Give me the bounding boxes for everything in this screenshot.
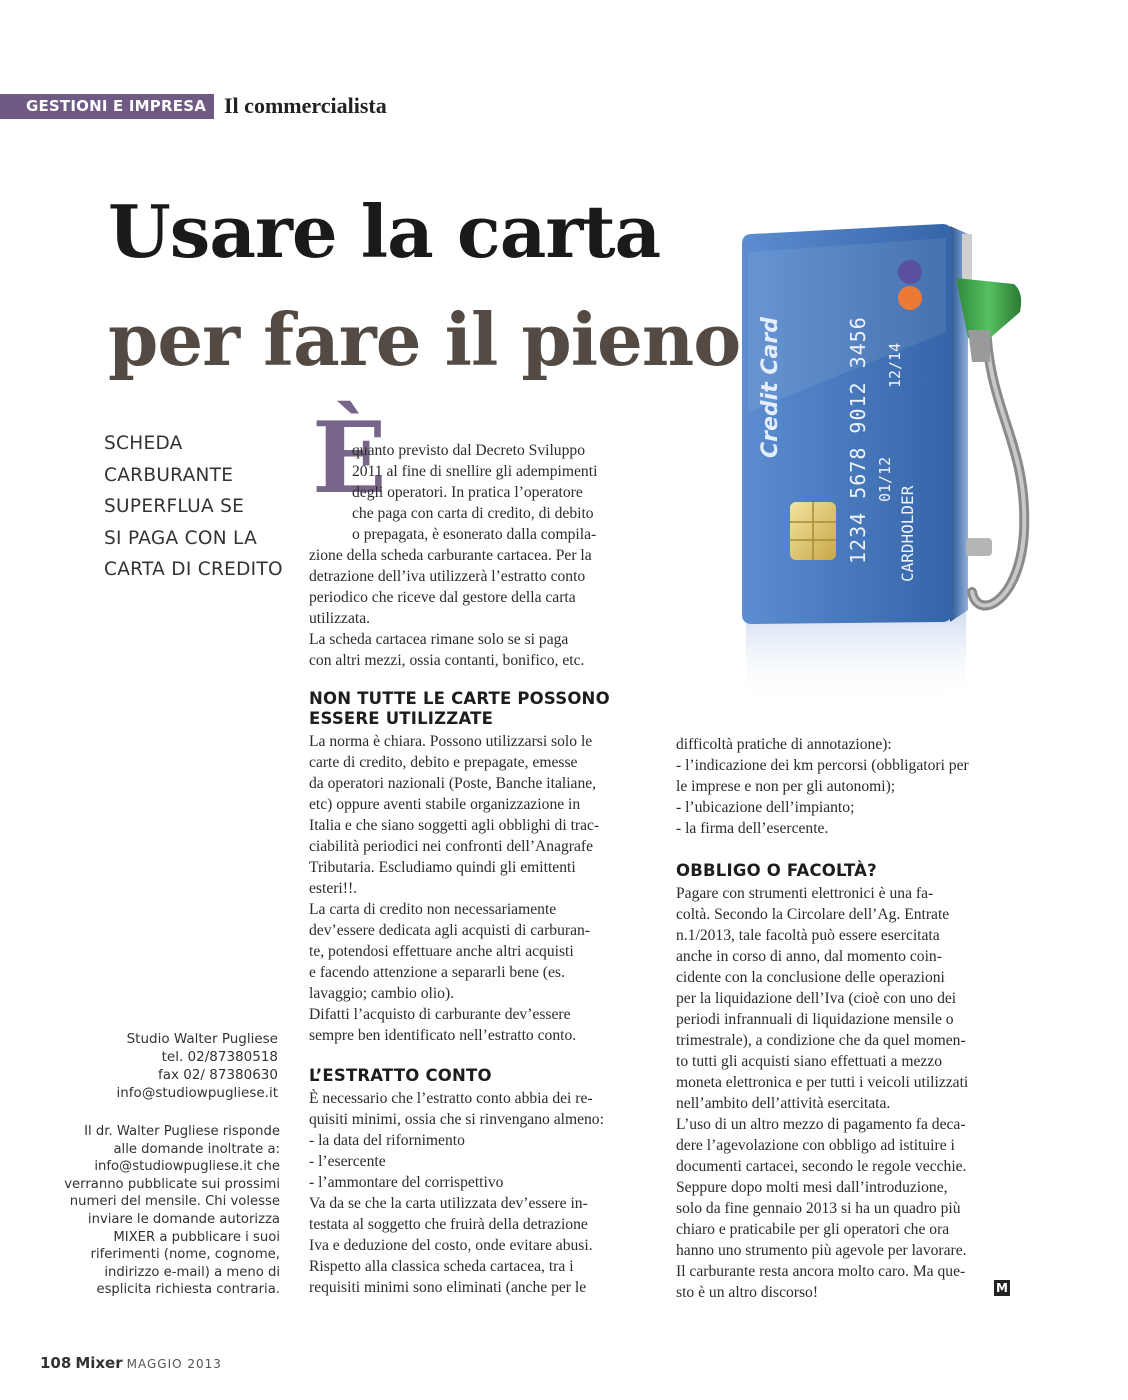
contact-fax: fax 02/ 87380630 (157, 1067, 278, 1083)
text-line: esteri!!. (309, 880, 358, 897)
text-line: - l’ammontare del corrispettivo (309, 1174, 504, 1191)
section-heading-obbligo: OBBLIGO O FACOLTÀ? (676, 861, 877, 880)
note-line: indirizzo e-mail) a meno di (104, 1264, 280, 1280)
text-line: per la liquidazione dell’Iva (cioè con uno dei (676, 990, 957, 1007)
note-line: alle domande inoltrate a: (113, 1141, 280, 1157)
article-subtitle (104, 428, 294, 586)
text-line: requisiti minimi sono eliminati (anche per le (309, 1279, 587, 1296)
text-line: o prepagata, è esonerato dalla compila- (352, 526, 597, 543)
contact-email[interactable]: info@studiowpugliese.it (116, 1085, 278, 1101)
text-line: Tributaria. Escludiamo quindi gli emittenti (309, 859, 576, 876)
page-footer (40, 1354, 222, 1373)
text-line: Iva e deduzione del costo, onde evitare abusi. (309, 1237, 593, 1254)
text-line: anche in corso di anno, dal momento coin- (676, 948, 942, 965)
note-line: info@studiowpugliese.it che (94, 1159, 280, 1175)
text-line: L’uso di un altro mezzo di pagamento fa deca- (676, 1116, 966, 1133)
text-line: che paga con carta di credito, di debito (352, 505, 594, 522)
text-line: n.1/2013, tale facoltà può essere esercitata (676, 927, 940, 944)
text-line: Seppure dopo molti mesi dall’introduzione, (676, 1179, 948, 1196)
text-line: difficoltà pratiche di annotazione): (676, 736, 892, 753)
text-line: 2011 al fine di snellire gli adempimenti (352, 463, 598, 480)
magazine-name: Mixer (75, 1354, 123, 1372)
subtitle-line: SI PAGA CON LA (104, 527, 258, 549)
text-line: detrazione dell’iva utilizzerà l’estratto conto (309, 568, 586, 585)
text-line: La scheda cartacea rimane solo se si paga (309, 631, 569, 648)
text-line: - la data del rifornimento (309, 1132, 465, 1149)
text-line: con altri mezzi, ossia contanti, bonifico, etc. (309, 652, 585, 669)
article-title-line1: Usare la carta (108, 189, 661, 274)
card-holder: CARDHOLDER (898, 485, 917, 582)
text-line: e facendo attenzione a separarli bene (es. (309, 964, 565, 981)
text-line: chiaro e praticabile per gli operatori che ora (676, 1221, 950, 1238)
text-line: solo da fine gennaio 2013 si ha un quadro più (676, 1200, 961, 1217)
text-line: - l’esercente (309, 1153, 386, 1170)
heading-line: NON TUTTE LE CARTE POSSONO (309, 689, 610, 708)
text-line: etc) oppure aventi stabile organizzazione in (309, 796, 581, 813)
text-line: periodico che riceve dal gestore della carta (309, 589, 576, 606)
text-line: Pagare con strumenti elettronici è una fa- (676, 885, 934, 902)
text-line: zione della scheda carburante cartacea. Per la (309, 547, 592, 564)
reader-note (60, 1123, 280, 1299)
article-title-line2: per fare il pieno (108, 297, 741, 382)
text-line: sto è un altro discorso! (676, 1284, 819, 1301)
card-expiration: 12/14 (886, 342, 904, 388)
text-line: La carta di credito non necessariamente (309, 901, 557, 918)
text-line: documenti cartacei, secondo le regole vecchie. (676, 1158, 967, 1175)
text-line: degli operatori. In pratica l’operatore (352, 484, 583, 501)
section-tag-label: GESTIONI E IMPRESA (25, 97, 206, 115)
text-line: utilizzata. (309, 610, 371, 627)
text-line: to tutti gli acquisti siano effettuati a mezzo (676, 1053, 943, 1070)
text-line: Difatti l’acquisto di carburante dev’essere (309, 1006, 571, 1023)
text-line: quanto previsto dal Decreto Sviluppo (352, 442, 585, 459)
text-line: Il carburante resta ancora molto caro. Ma que- (676, 1263, 966, 1280)
section-heading-carte (309, 689, 645, 729)
contact-name: Studio Walter Pugliese (126, 1031, 278, 1047)
text-line: te, potendosi effettuare anche altri acquisti (309, 943, 574, 960)
credit-card-illustration (728, 212, 1048, 707)
article-column-3 (676, 734, 1012, 1303)
text-line: cidente con la conclusione delle operazioni (676, 969, 945, 986)
subtitle-line: CARBURANTE (104, 464, 234, 486)
card-label: Credit Card (758, 317, 783, 458)
text-line: periodi infrannuali di liquidazione mensile o (676, 1011, 954, 1028)
text-line: le imprese e non per gli autonomi); (676, 778, 896, 795)
section-name: Il commercialista (224, 93, 387, 118)
text-line: Va da se che la carta utilizzata dev’essere in- (309, 1195, 588, 1212)
text-line: hanno uno strumento più agevole per lavorare. (676, 1242, 967, 1259)
issue-date: MAGGIO 2013 (126, 1357, 222, 1371)
text-line: - l’indicazione dei km percorsi (obbligatori per (676, 757, 969, 774)
text-line: - l’ubicazione dell’impianto; (676, 799, 855, 816)
text-line: coltà. Secondo la Circolare dell’Ag. Entrate (676, 906, 950, 923)
heading-line: ESSERE UTILIZZATE (309, 709, 494, 728)
subtitle-line: SUPERFLUA SE (104, 496, 245, 517)
note-line: MIXER a pubblicare i suoi (113, 1229, 280, 1245)
drop-cap: È (312, 401, 387, 516)
contact-tel: tel. 02/87380518 (161, 1049, 278, 1065)
text-line: Rispetto alla classica scheda cartacea, tra i (309, 1258, 574, 1275)
text-line: lavaggio; cambio olio). (309, 985, 455, 1002)
text-line: - la firma dell’esercente. (676, 820, 829, 837)
note-line: inviare le domande autorizza (87, 1211, 280, 1227)
text-line: trimestrale), a condizione che da quel momen- (676, 1032, 966, 1049)
subtitle-line: CARTA DI CREDITO (104, 559, 283, 580)
text-line: testata al soggetto che fruirà della detrazione (309, 1216, 588, 1233)
end-mark: M (994, 1280, 1010, 1296)
text-line: La norma è chiara. Possono utilizzarsi solo le (309, 733, 593, 750)
text-line: È necessario che l’estratto conto abbia dei re- (309, 1090, 593, 1107)
text-line: Italia e che siano soggetti agli obblighi di trac- (309, 817, 600, 834)
page-number: 108 (40, 1354, 72, 1372)
text-line: quisiti minimi, ossia che si rinvengano almeno: (309, 1111, 604, 1128)
article-intro (352, 440, 644, 545)
text-line: dere l’agevolazione con obbligo ad istituire i (676, 1137, 955, 1154)
note-line: verranno pubblicate sui prossimi (64, 1176, 280, 1192)
text-line: moneta elettronica e per tutti i veicoli utilizzati (676, 1074, 969, 1091)
note-line: Il dr. Walter Pugliese risponde (84, 1124, 280, 1139)
note-line: riferimenti (nome, cognome, (90, 1247, 280, 1263)
text-line: da operatori nazionali (Poste, Banche italiane, (309, 775, 597, 792)
note-line: esplicita richiesta contraria. (96, 1282, 280, 1298)
article-column-2 (309, 545, 645, 1298)
section-tag (0, 94, 214, 119)
note-line: numeri del mensile. Chi volesse (69, 1194, 280, 1210)
text-line: ciabilità periodici nei confronti dell’Anagrafe (309, 838, 594, 855)
contact-block (117, 1030, 279, 1102)
text-line: dev’essere dedicata agli acquisti di carburan- (309, 922, 590, 939)
card-number: 1234 5678 9012 3456 (846, 316, 870, 564)
text-line: nell’ambito dell’attività esercitata. (676, 1095, 891, 1112)
section-heading-estratto: L’ESTRATTO CONTO (309, 1066, 492, 1085)
text-line: carte di credito, debito e prepagate, emesse (309, 754, 578, 771)
card-valid-thru: 01/12 (876, 456, 894, 502)
text-line: sempre ben identificato nell’estratto conto. (309, 1027, 577, 1044)
subtitle-line: SCHEDA (104, 433, 183, 454)
